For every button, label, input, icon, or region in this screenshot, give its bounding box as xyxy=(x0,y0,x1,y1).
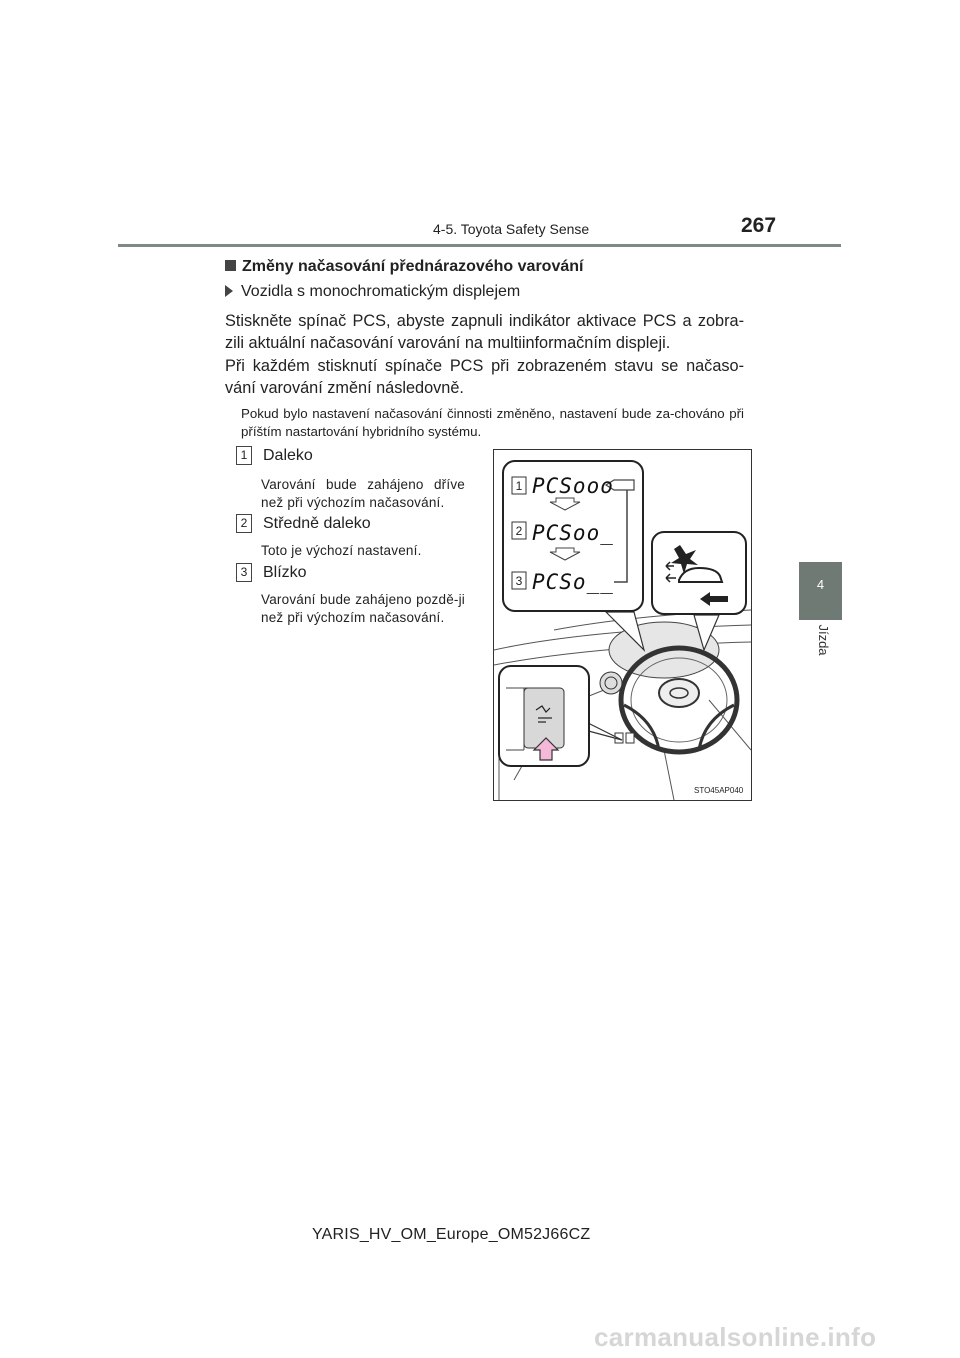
item-3-description: Varování bude zahájeno pozdě-ji než při výchozím načasování. xyxy=(261,592,465,625)
paragraph-2: Při každém stisknutí spínače PCS při zobrazeném stavu se načaso-vání varování změní následovně. xyxy=(225,357,744,397)
item-number-box: 1 xyxy=(236,446,252,465)
display-text-1: PCSooo xyxy=(532,474,614,498)
subheading xyxy=(225,283,520,301)
paragraph-1: Stiskněte spínač PCS, abyste zapnuli indikátor aktivace PCS a zobra-zili aktuální načasování varování na multiinformačním displeji. xyxy=(225,312,744,352)
item-2-description: Toto je výchozí nastavení. xyxy=(261,543,422,558)
square-bullet-icon xyxy=(225,260,236,271)
item-title: Daleko xyxy=(263,447,313,464)
display-label-1: 1 xyxy=(515,479,523,493)
item-1-description: Varování bude zahájeno dříve než při výchozím načasování. xyxy=(261,477,465,510)
header-section-title: 4-5. Toyota Safety Sense xyxy=(433,221,590,237)
footer-code: YARIS_HV_OM_Europe_OM52J66CZ xyxy=(312,1226,591,1243)
display-text-3: PCSo__ xyxy=(532,570,614,594)
item-1 xyxy=(236,446,313,465)
pcs-illustration xyxy=(493,449,752,801)
header-rule xyxy=(118,244,841,247)
item-title: Blízko xyxy=(263,564,307,581)
triangle-bullet-icon xyxy=(225,285,233,297)
display-label-2: 2 xyxy=(515,524,523,538)
item-3 xyxy=(236,563,307,582)
watermark: carmanualsonline.info xyxy=(594,1322,877,1352)
display-text-2: PCSoo_ xyxy=(532,521,614,545)
note: Pokud bylo nastavení načasování činnosti změněno, nastavení bude za-chováno při příštím nastartování hybridního systému. xyxy=(241,406,744,439)
chapter-tab-number: 4 xyxy=(816,577,825,592)
item-number-box: 2 xyxy=(236,514,252,533)
chapter-tab-label: Jízda xyxy=(816,624,831,656)
subheading-text: Vozidla s monochromatickým displejem xyxy=(241,283,521,300)
illustration-code: STO45AP040 xyxy=(694,786,744,795)
page-number: 267 xyxy=(741,214,777,237)
item-title: Středně daleko xyxy=(263,515,371,532)
section-title xyxy=(225,258,583,276)
pcs-illustration-svg xyxy=(494,450,751,800)
section-title-text: Změny načasování přednárazového varování xyxy=(242,258,584,275)
display-label-3: 3 xyxy=(515,574,523,588)
item-2 xyxy=(236,514,371,533)
item-number-box: 3 xyxy=(236,563,252,582)
